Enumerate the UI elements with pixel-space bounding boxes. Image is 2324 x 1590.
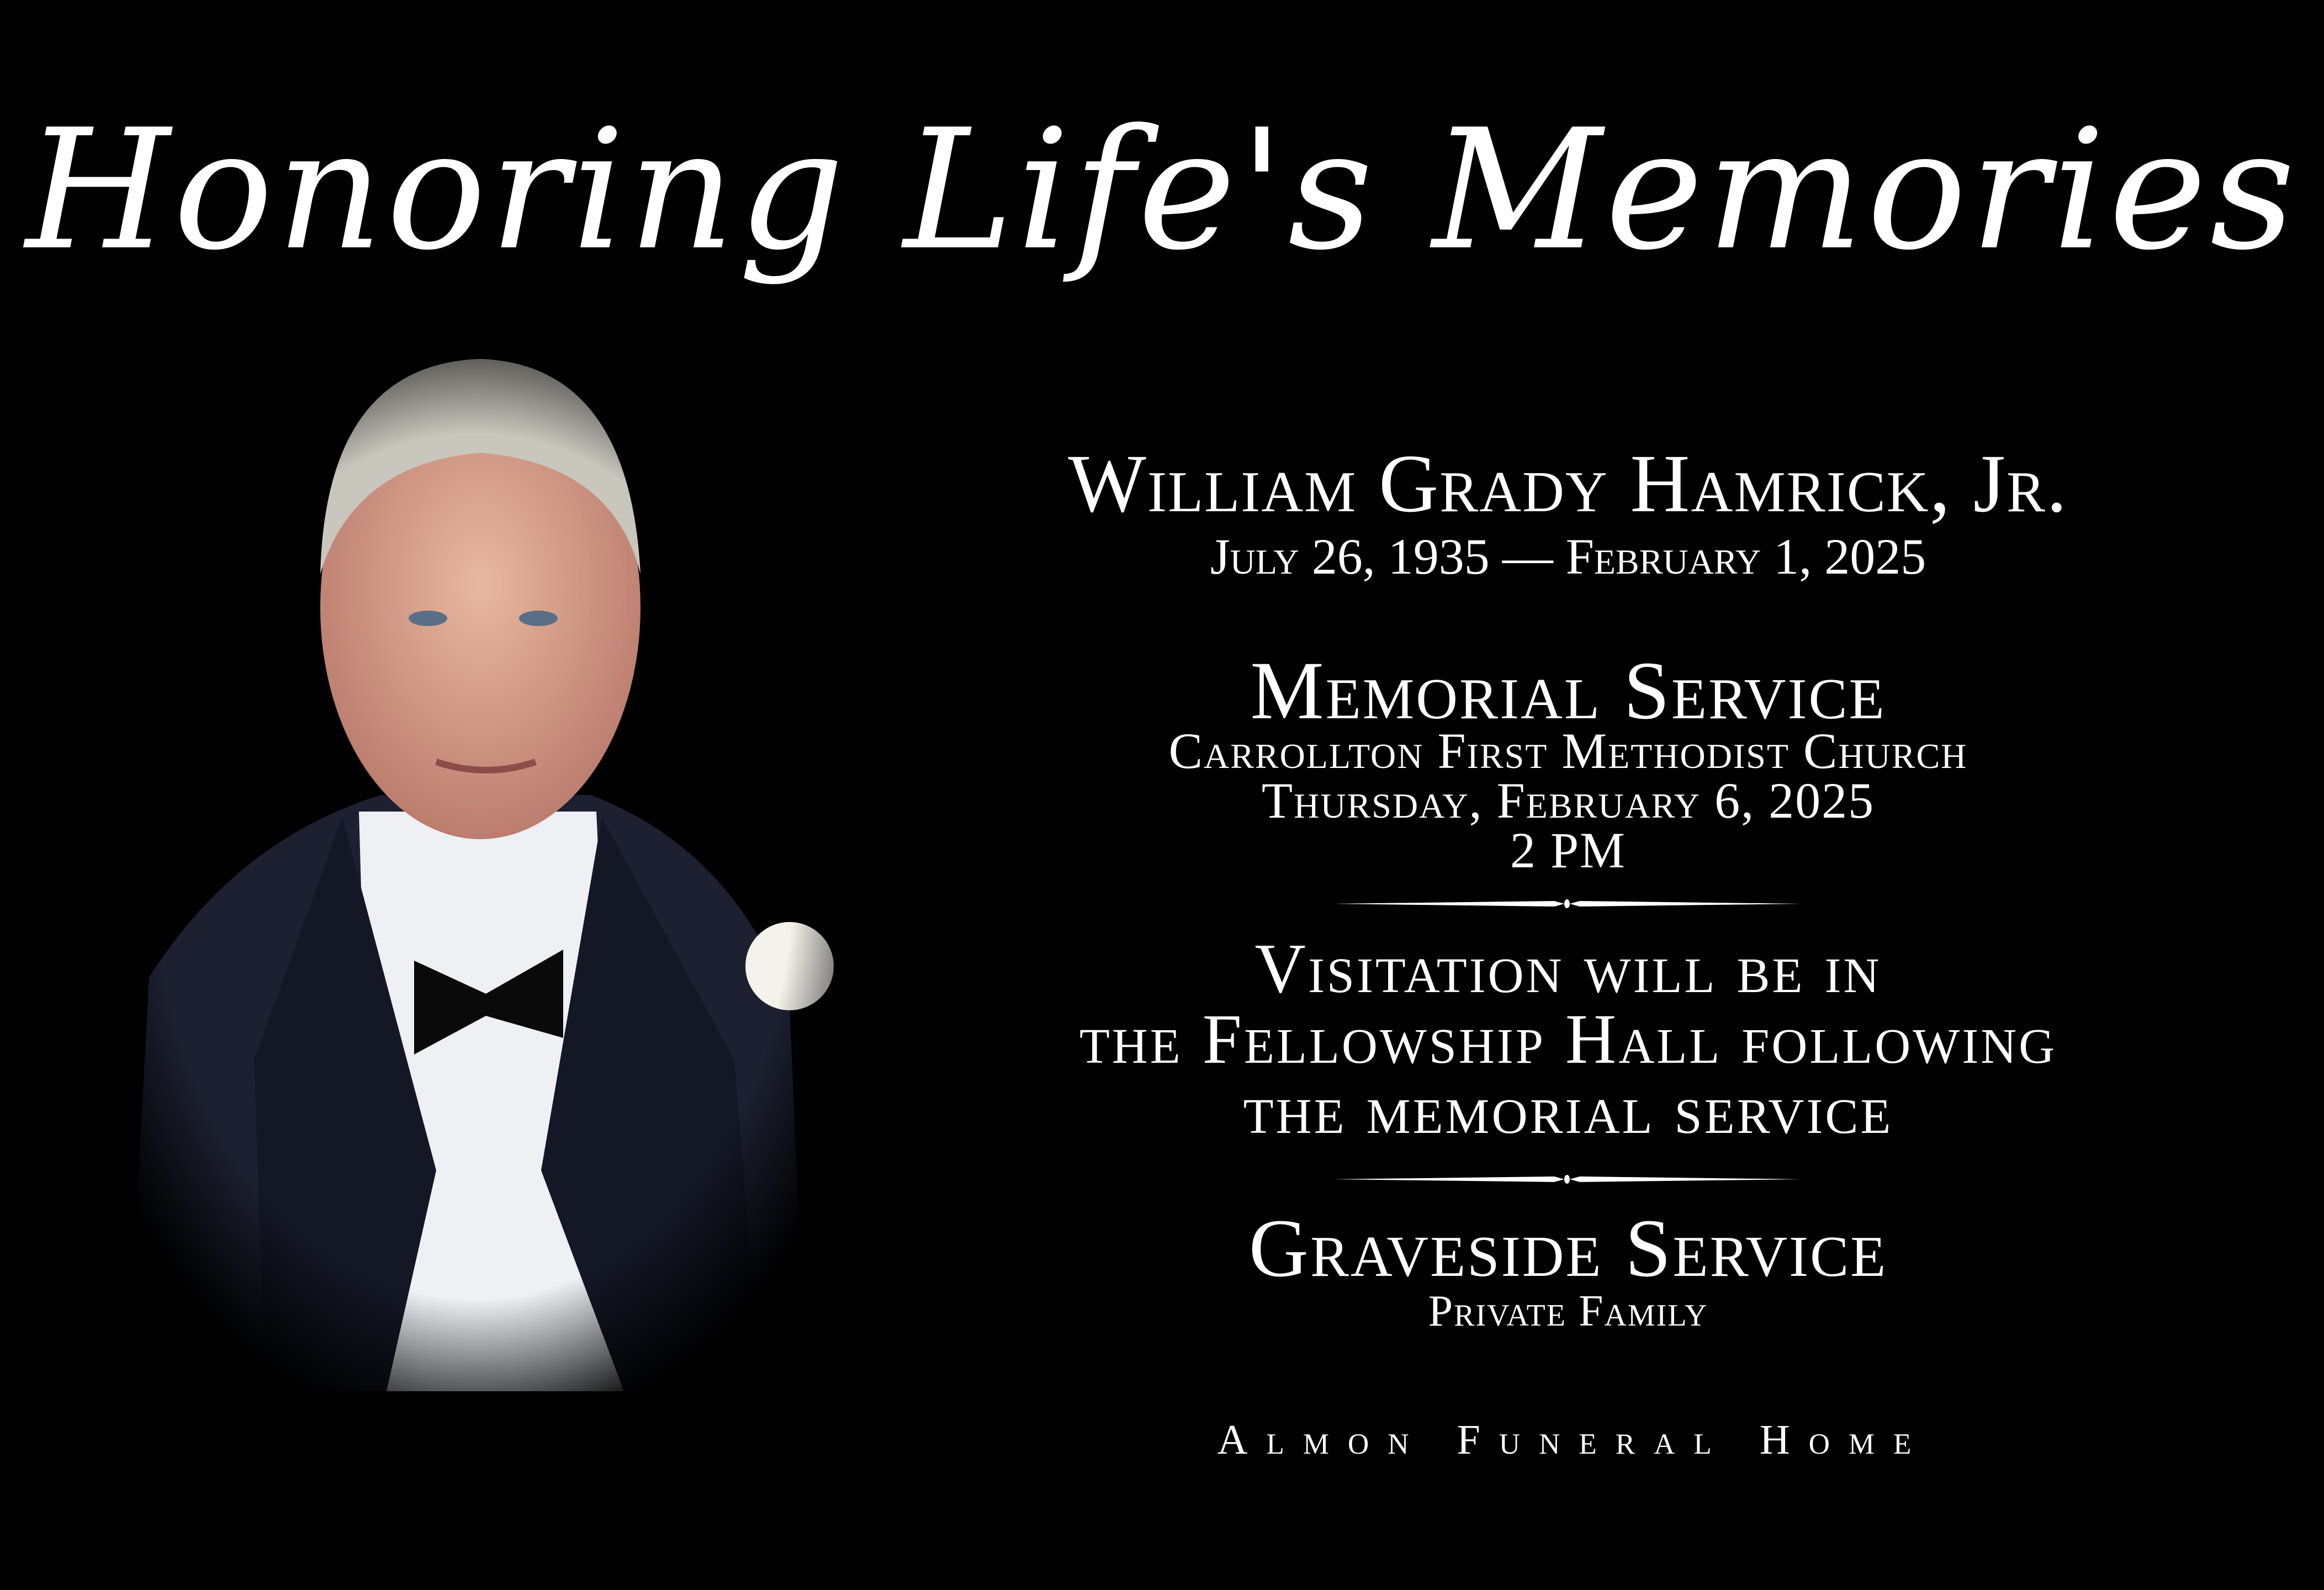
memorial-location: Carrollton First Methodist Church bbox=[1168, 723, 1968, 779]
visitation-line: the memorial service bbox=[1243, 1070, 1893, 1148]
memorial-heading: Memorial Service bbox=[1250, 645, 1886, 736]
life-dates: July 26, 1935 — February 1, 2025 bbox=[1210, 528, 1926, 585]
ornament-divider bbox=[1333, 1174, 1801, 1185]
visitation-line: Visitation will be in bbox=[1254, 929, 1882, 1008]
visitation-line: the Fellowship Hall following bbox=[1079, 1000, 2057, 1078]
portrait-photo bbox=[127, 342, 900, 1391]
funeral-home-name: Almon Funeral Home bbox=[1217, 1417, 1930, 1463]
page-title: Honoring Life's Memories bbox=[25, 94, 2299, 287]
graveside-detail: Private Family bbox=[1428, 1287, 1708, 1335]
graveside-heading: Graveside Service bbox=[1248, 1202, 1888, 1294]
ornament-divider bbox=[1333, 898, 1801, 909]
deceased-name: William Grady Hamrick, Jr. bbox=[1068, 438, 2068, 529]
memorial-date: Thursday, February 6, 2025 bbox=[1261, 772, 1875, 829]
memorial-time: 2 PM bbox=[1510, 822, 1626, 878]
